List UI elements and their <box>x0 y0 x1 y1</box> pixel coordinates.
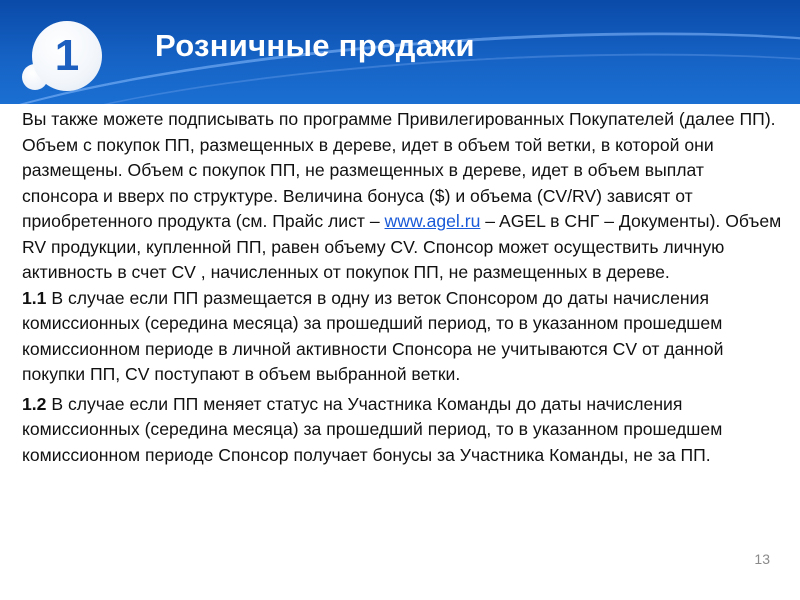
paragraph-1-2 <box>22 392 782 469</box>
paragraph-1-2-number: 1.2 <box>22 393 47 414</box>
paragraph-1-1-number: 1.1 <box>22 287 47 308</box>
paragraph-1-1-text: В случае если ПП размещается в одну из веток Спонсором до даты начисления комиссионных (середина месяца) за прошедший период, то в указанном прошедшем комиссионном периоде в личной активности Спонсора не учитываются CV от данной покупки ПП, CV поступают в объем выбранной ветки. <box>22 287 724 384</box>
section-number-badge <box>32 21 102 91</box>
slide-body <box>22 107 782 468</box>
page-number: 13 <box>754 551 770 567</box>
paragraph-1-1 <box>22 286 782 388</box>
header-banner <box>0 0 800 104</box>
section-number: 1 <box>54 31 80 80</box>
intro-text-before-link: Вы также можете подписывать по программе Привилегированных Покупателей (далее ПП). Объем с покупок ПП, размещенных в дереве, идет в объем той ветки, в которой они размещены. Объем с покупок ПП, не размещенных в дереве, идет в объем выплат спонсора и вверх по структуре. Величина бонуса ($) и объема (CV/RV) зависят от приобретенного продукта (см. Прайс лист – <box>22 109 776 231</box>
agel-website-link[interactable]: www.agel.ru <box>384 211 481 231</box>
intro-text-after-link: – AGEL в СНГ – Документы). Объем RV продукции, купленной ПП, равен объему CV. Спонсор может осуществить личную активность в счет CV , начисленных от покупок ПП, не размещенных в дереве. <box>22 211 782 282</box>
slide-title: Розничные продажи <box>155 28 475 63</box>
intro-paragraph <box>22 107 782 286</box>
paragraph-1-2-text: В случае если ПП меняет статус на Участника Команды до даты начисления комиссионных (середина месяца) за прошедший период, то в указанном прошедшем комиссионном периоде Спонсор получает бонусы за Участника Команды, не за ПП. <box>22 393 723 465</box>
